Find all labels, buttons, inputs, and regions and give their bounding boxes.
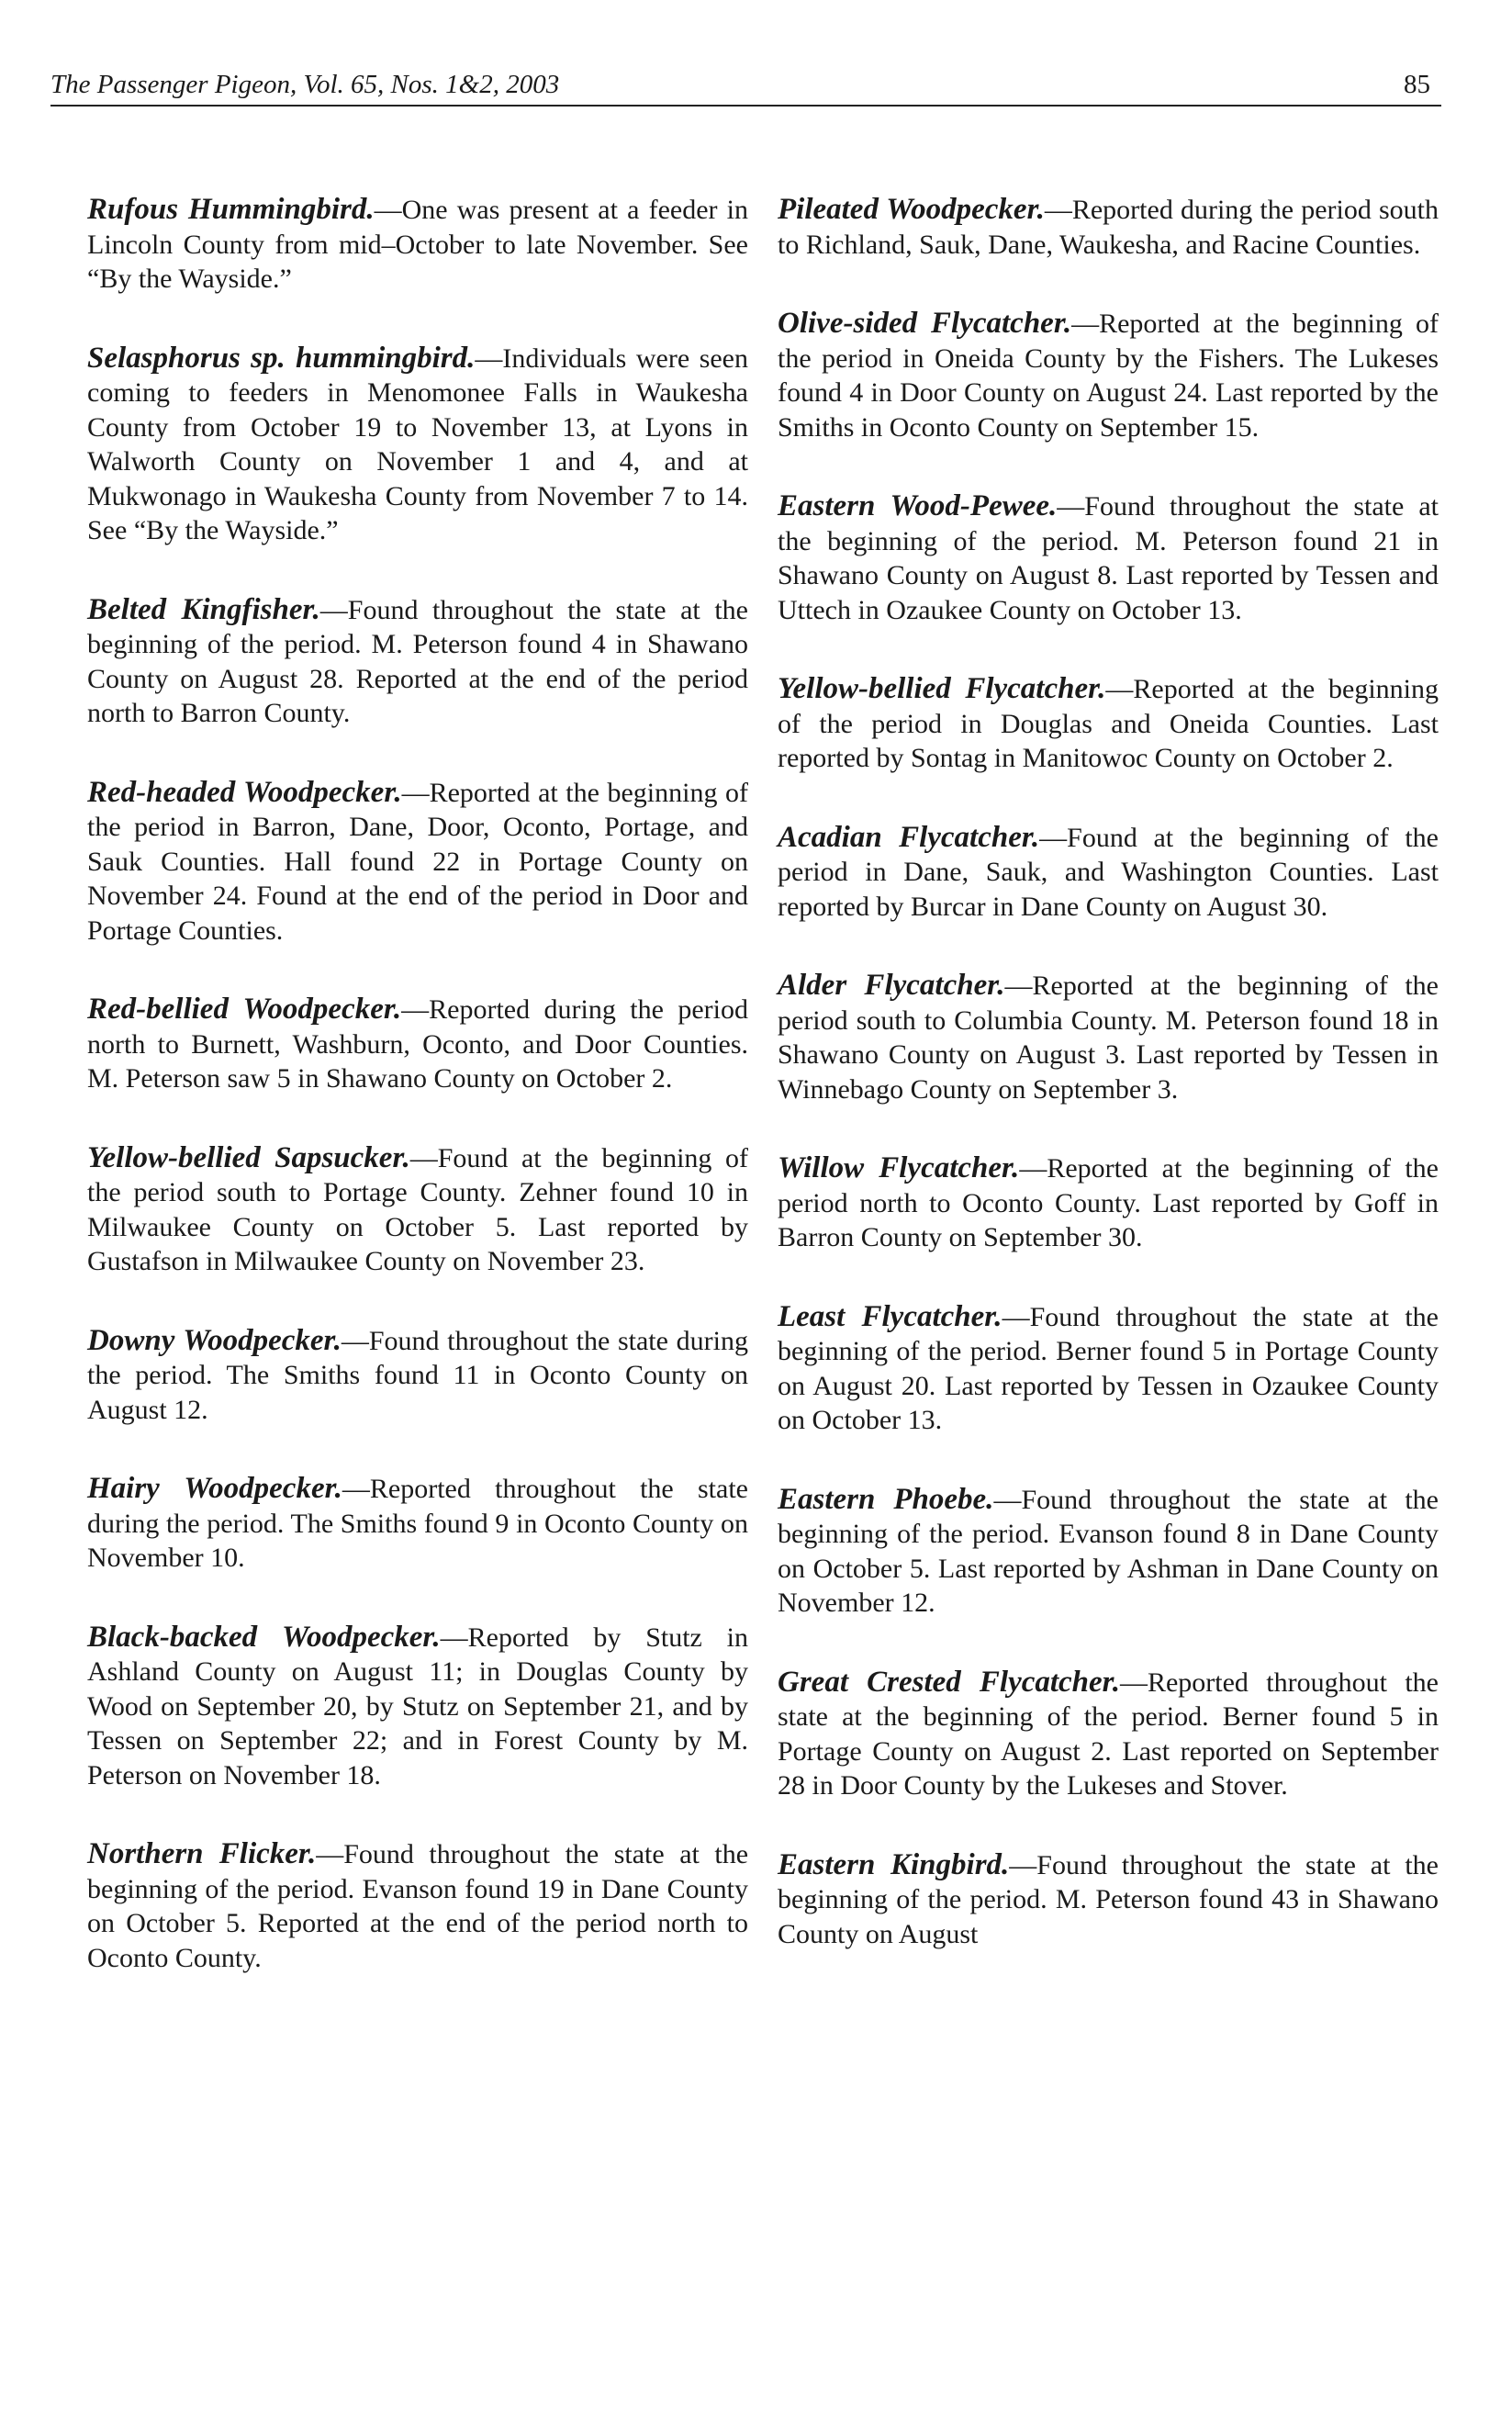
- species-entry: [778, 307, 1439, 444]
- species-name: Acadian Flycatcher.: [778, 820, 1040, 854]
- species-account: —Found throughout the state during the period. The Smiths found 11 in Oconto County on August 12.: [87, 1325, 748, 1425]
- species-entry: [87, 1621, 748, 1793]
- right-column: [778, 193, 1439, 1996]
- species-entry: [778, 1666, 1439, 1803]
- species-account: —Found throughout the state at the beginning of the period. Evanson found 19 in Dane County on October 5. Reported at the end of the period north to Oconto County.: [87, 1839, 749, 1973]
- species-account: —Reported throughout the state during the period. The Smiths found 9 in Oconto County on November 10.: [87, 1474, 748, 1573]
- species-name: Pileated Woodpecker.: [778, 193, 1045, 226]
- species-entry: [778, 1151, 1439, 1255]
- species-name: Alder Flycatcher.: [778, 969, 1005, 1002]
- species-account: —Individuals were seen coming to feeders in Menomonee Falls in Waukesha County from October 19 to November 13, at Lyons in Walworth County on November 1 and 4, and at Mukwonago in Waukesha County from November 7 to 14. See “By the Wayside.”: [87, 342, 748, 545]
- species-name: Least Flycatcher.: [778, 1299, 1002, 1333]
- species-name: Black-backed Woodpecker.: [87, 1620, 441, 1654]
- species-entry: [87, 1837, 748, 1975]
- species-name: Willow Flycatcher.: [778, 1151, 1020, 1184]
- species-account: —Reported at the beginning of the period in Barron, Dane, Door, Oconto, Portage, and Sauk Counties. Hall found 22 in Portage County on November 24. Found at the end of the period in Door and Portage Counties.: [87, 777, 748, 946]
- species-account: —One was present at a feeder in Lincoln County from mid–October to late November. See “By the Wayside.”: [87, 195, 748, 294]
- left-column: [87, 193, 748, 2020]
- species-name: Downy Woodpecker.: [87, 1323, 342, 1357]
- species-account: —Reported at the beginning of the period south to Columbia County. M. Peterson found 18 in Shawano County on August 3. Last reported by Tessen in Winnebago County on September 3.: [778, 971, 1439, 1105]
- species-account: —Reported during the period south to Richland, Sauk, Dane, Waukesha, and Racine Counties.: [778, 195, 1439, 260]
- species-name: Eastern Phoebe.: [778, 1482, 994, 1516]
- species-name: Yellow-bellied Flycatcher.: [778, 672, 1106, 705]
- species-name: Red-headed Woodpecker.: [87, 775, 402, 809]
- species-name: Eastern Kingbird.: [778, 1847, 1010, 1881]
- species-entry: [87, 1141, 748, 1279]
- species-name: Olive-sided Flycatcher.: [778, 307, 1072, 340]
- species-name: Yellow-bellied Sapsucker.: [87, 1140, 410, 1174]
- species-entry: [778, 969, 1439, 1106]
- species-entry: [87, 193, 748, 297]
- species-name: Red-bellied Woodpecker.: [87, 993, 402, 1026]
- species-entry: [778, 672, 1439, 776]
- species-account: —Found throughout the state at the beginning of the period. M. Peterson found 4 in Shawano County on August 28. Reported at the end of the period north to Barron County.: [87, 594, 748, 728]
- species-account: —Reported at the beginning of the period in Oneida County by the Fishers. The Lukeses found 4 in Door County on August 24. Last reported by the Smiths in Oconto County on September 15.: [778, 309, 1439, 443]
- species-entry: [778, 1300, 1439, 1438]
- running-header: [50, 66, 1441, 107]
- species-account: —Found at the beginning of the period south to Portage County. Zehner found 10 in Milwaukee County on October 5. Last reported by Gustafson in Milwaukee County on November 23.: [87, 1142, 748, 1276]
- species-name: Northern Flicker.: [87, 1837, 317, 1870]
- species-entry: [778, 1483, 1439, 1621]
- species-account: —Reported throughout the state at the beginning of the period. Berner found 5 in Portage County on August 2. Last reported on September 28 in Door County by the Lukeses and Stover.: [778, 1666, 1439, 1801]
- species-account: —Found throughout the state at the beginning of the period. Evanson found 8 in Dane County on October 5. Last reported by Ashman in Dane County on November 12.: [778, 1484, 1439, 1618]
- species-name: Rufous Hummingbird.: [87, 193, 375, 226]
- species-account: —Reported during the period north to Burnett, Washburn, Oconto, and Door Counties. M. Peterson saw 5 in Shawano County on October 2.: [87, 994, 748, 1094]
- species-account: —Found throughout the state at the beginning of the period. M. Peterson found 21 in Shawano County on August 8. Last reported by Tessen and Uttech in Ozaukee County on October 13.: [778, 491, 1439, 625]
- species-account: —Found throughout the state at the beginning of the period. M. Peterson found 43 in Shawano County on August: [778, 1849, 1439, 1949]
- species-entry: [87, 993, 748, 1096]
- species-name: Eastern Wood-Pewee.: [778, 489, 1058, 522]
- page-number: 85: [1404, 70, 1430, 99]
- species-entry: [778, 1848, 1439, 1952]
- species-account: —Reported by Stutz in Ashland County on August 11; in Douglas County by Wood on September 20, by Stutz on September 21, and by Tessen on September 22; and in Forest County by M. Peterson on November 18.: [87, 1622, 748, 1790]
- species-name: Belted Kingfisher.: [87, 592, 320, 626]
- species-name: Hairy Woodpecker.: [87, 1472, 342, 1505]
- species-account: —Reported at the beginning of the period in Douglas and Oneida Counties. Last reported by Sontag in Manitowoc County on October 2.: [778, 674, 1439, 773]
- species-account: —Reported at the beginning of the period north to Oconto County. Last reported by Goff in Barron County on September 30.: [778, 1153, 1439, 1252]
- species-name: Great Crested Flycatcher.: [778, 1665, 1120, 1699]
- species-entry: [87, 776, 748, 948]
- species-entry: [778, 193, 1439, 262]
- species-entry: [778, 821, 1439, 925]
- species-entry: [778, 489, 1439, 627]
- species-account: —Found throughout the state at the beginning of the period. Berner found 5 in Portage County on August 20. Last reported by Tessen in Ozaukee County on October 13.: [778, 1301, 1439, 1435]
- species-entry: [87, 1472, 748, 1576]
- species-account: —Found at the beginning of the period in Dane, Sauk, and Washington Counties. Last reported by Burcar in Dane County on August 30.: [778, 822, 1439, 922]
- species-entry: [87, 593, 748, 731]
- journal-citation: The Passenger Pigeon, Vol. 65, Nos. 1&2, 2003: [50, 70, 560, 99]
- species-entry: [87, 342, 748, 548]
- species-name: Selasphorus sp. hummingbird.: [87, 341, 476, 375]
- species-entry: [87, 1324, 748, 1428]
